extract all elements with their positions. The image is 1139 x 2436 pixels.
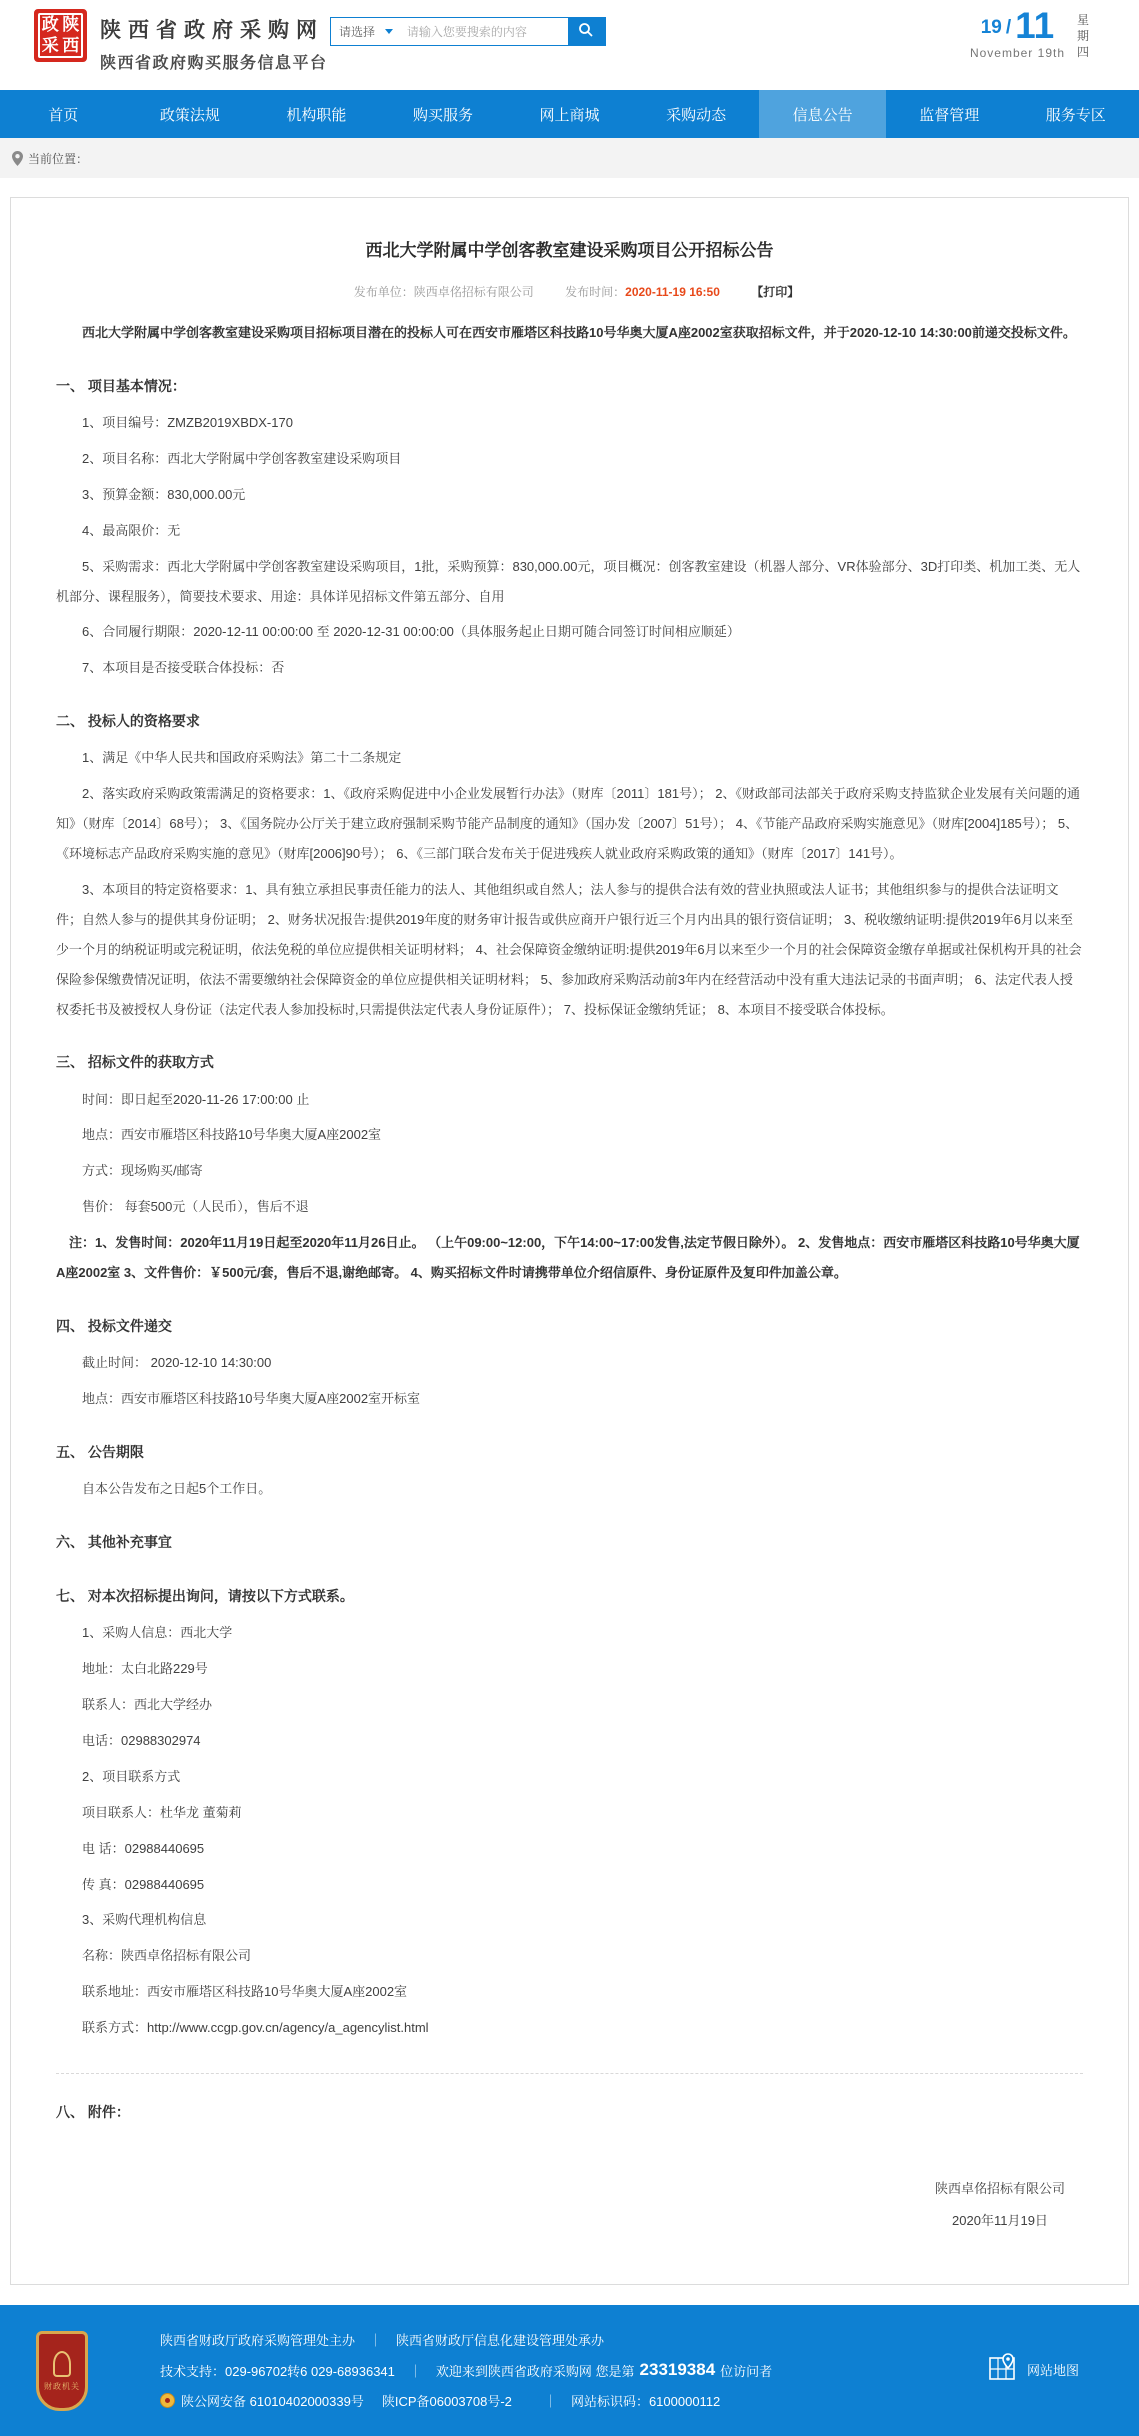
signature-company: 陕西卓佲招标有限公司	[935, 2176, 1065, 2202]
publisher-value: 陕西卓佲招标有限公司	[414, 285, 534, 299]
article-paragraph: 自本公告发布之日起5个工作日。	[56, 1474, 1083, 1504]
logo-char: 西	[61, 36, 82, 57]
date-day: 19	[981, 17, 1002, 44]
nav-item-2[interactable]: 政策法规	[127, 90, 254, 138]
sitemap-icon	[989, 2353, 1019, 2386]
article-paragraph: 名称：陕西卓佲招标有限公司	[56, 1941, 1083, 1971]
search-input[interactable]	[401, 18, 568, 45]
section-heading: 五、 公告期限	[56, 1436, 1083, 1468]
page-title: 西北大学附属中学创客教室建设采购项目公开招标公告	[56, 236, 1083, 261]
article-paragraph: 7、本项目是否接受联合体投标：否	[56, 653, 1083, 683]
publisher	[354, 285, 534, 299]
date-text	[970, 46, 1065, 60]
article-meta	[56, 283, 1083, 300]
article-paragraph: 2、落实政府采购政策需满足的资格要求：1、《政府采购促进中小企业发展暂行办法》（财库〔2011〕181号）； 2、《财政部司法部关于政府采购支持监狱企业发展有关问题的通知》（财库〔2014〕68号）； 3、《国务院办公厅关于建立政府强制采购节能产品制度的通知》（国办发〔2007〕51号）； 4、《节能产品政府采购实施意见》（财库[2004]185号）； 5、《环境标志产品政府采购实施的意见》（财库[2006]90号）； 6、《三部门联合发布关于促进残疾人就业政府采购政策的通知》（财库〔2017〕141号）。	[56, 779, 1083, 869]
logo-seal-icon	[38, 13, 83, 58]
publish-time	[565, 285, 720, 299]
section-heading: 二、 投标人的资格要求	[56, 705, 1083, 737]
date-day-ordinal: 19th	[1038, 46, 1065, 60]
site-names	[100, 14, 328, 73]
article-paragraph: 2、项目名称：西北大学附属中学创客教室建设采购项目	[56, 444, 1083, 474]
nav-item-3[interactable]: 机构职能	[253, 90, 380, 138]
search-category-select[interactable]	[331, 18, 401, 45]
logo-char: 政	[40, 15, 61, 36]
footer-separator: ｜	[369, 2330, 382, 2349]
search-select-label: 请选择	[339, 23, 375, 40]
date-separator: /	[1002, 17, 1015, 44]
date-widget	[970, 8, 1091, 60]
article-paragraph: 传 真：02988440695	[56, 1870, 1083, 1900]
section-heading: 八、 附件：	[56, 2096, 1083, 2128]
article-paragraph: 1、采购人信息：西北大学	[56, 1618, 1083, 1648]
footer-line-1	[160, 2330, 772, 2349]
article-paragraph: 项目联系人：杜华龙 董菊莉	[56, 1798, 1083, 1828]
article-paragraph: 联系地址：西安市雁塔区科技路10号华奥大厦A座2002室	[56, 1977, 1083, 2007]
footer-separator: ｜	[409, 2361, 422, 2380]
site-title: 陕西省政府采购网	[100, 14, 328, 44]
date-weekday: 星期四	[1077, 12, 1091, 60]
logo-char: 采	[40, 36, 61, 57]
signature-date: 2020年11月19日	[935, 2208, 1065, 2234]
article-paragraph: 联系方式：http://www.ccgp.gov.cn/agency/a_agencylist.html	[56, 2013, 1083, 2043]
date-numbers	[970, 8, 1065, 60]
signature-block	[56, 2176, 1083, 2234]
print-button[interactable]: 【打印】	[751, 285, 799, 299]
footer-separator: ｜	[544, 2391, 557, 2410]
nav-item-7[interactable]: 信息公告	[759, 90, 886, 138]
breadcrumb	[0, 138, 1139, 178]
article-paragraph: 1、满足《中华人民共和国政府采购法》第二十二条规定	[56, 743, 1083, 773]
publish-time-label: 发布时间：	[565, 285, 625, 299]
tech-support-label: 技术支持：	[160, 2361, 225, 2380]
article-paragraph: 6、合同履行期限：2020-12-11 00:00:00 至 2020-12-31 00:00:00（具体服务起止日期可随合同签订时间相应顺延）	[56, 617, 1083, 647]
nav-item-4[interactable]: 购买服务	[380, 90, 507, 138]
article-paragraph: 5、采购需求：西北大学附属中学创客教室建设采购项目，1批，采购预算：830,000.00元，项目概况：创客教室建设（机器人部分、VR体验部分、3D打印类、机加工类、无人机部分、课程服务），简要技术要求、用途：具体详见招标文件第五部分、自用	[56, 552, 1083, 612]
section-heading: 四、 投标文件递交	[56, 1310, 1083, 1342]
footer-line-3	[160, 2391, 772, 2410]
article-paragraph: 地点：西安市雁塔区科技路10号华奥大厦A座2002室开标室	[56, 1384, 1083, 1414]
article-paragraph: 方式：现场购买/邮寄	[56, 1156, 1083, 1186]
search-icon	[578, 22, 594, 41]
main-nav	[0, 90, 1139, 138]
article-body	[56, 318, 1083, 2128]
sitemap-label: 网站地图	[1027, 2360, 1079, 2379]
sitemap-link[interactable]	[989, 2353, 1079, 2386]
breadcrumb-label: 当前位置：	[28, 150, 88, 167]
article-paragraph: 地点：西安市雁塔区科技路10号华奥大厦A座2002室	[56, 1120, 1083, 1150]
publish-time-value: 2020-11-19 16:50	[625, 285, 720, 299]
date-month-number: 11	[1015, 8, 1054, 44]
tech-support-phones: 029-96702转6 029-68936341	[225, 2361, 395, 2380]
footer-line-2	[160, 2360, 772, 2380]
date-month-text: November	[970, 46, 1033, 60]
finance-emblem-icon	[36, 2331, 88, 2411]
search-button[interactable]	[568, 18, 605, 45]
visitor-count: 23319384	[640, 2360, 716, 2380]
visitor-suffix: 位访问者	[720, 2361, 772, 2380]
article-paragraph: 截止时间： 2020-12-10 14:30:00	[56, 1348, 1083, 1378]
article-paragraph: 西北大学附属中学创客教室建设采购项目招标项目潜在的投标人可在西安市雁塔区科技路10号华奥大厦A座2002室获取招标文件，并于2020-12-10 14:30:00前递交投标文件。	[56, 318, 1083, 348]
emblem-glyph	[53, 2351, 71, 2377]
publisher-label: 发布单位：	[354, 285, 414, 299]
site-footer	[0, 2305, 1139, 2436]
article-paragraph: 3、预算金额：830,000.00元	[56, 480, 1083, 510]
article-paragraph: 2、项目联系方式	[56, 1762, 1083, 1792]
announcement-card	[10, 197, 1129, 2285]
footer-info	[160, 2330, 772, 2421]
chevron-down-icon	[385, 29, 393, 34]
site-header	[0, 0, 1139, 90]
article-paragraph: 3、本项目的特定资格要求：1、具有独立承担民事责任能力的法人、其他组织或自然人；法人参与的提供合法有效的营业执照或法人证书；其他组织参与的提供合法证明文件；自然人参与的提供其身份证明； 2、财务状况报告:提供2019年度的财务审计报告或供应商开户银行近三个月内出具的银行资信证明； 3、税收缴纳证明:提供2019年6月以来至少一个月的纳税证明或完税证明，依法免税的单位应提供相关证明材料； 4、社会保障资金缴纳证明:提供2019年6月以来至少一个月的社会保障资金缴存单据或社保机构开具的社会保险参保缴费情况证明，依法不需要缴纳社会保障资金的单位应提供相关证明材料； 5、参加政府采购活动前3年内在经营活动中没有重大违法记录的书面声明； 6、法定代表人授权委托书及被授权人身份证（法定代表人参加投标时,只需提供法定代表人身份证原件）； 7、投标保证金缴纳凭证； 8、本项目不接受联合体投标。	[56, 875, 1083, 1024]
article-divider	[56, 2073, 1083, 2074]
article-paragraph: 4、最高限价：无	[56, 516, 1083, 546]
article-paragraph: 1、项目编号：ZMZB2019XBDX-170	[56, 408, 1083, 438]
article-paragraph: 电话：02988302974	[56, 1726, 1083, 1756]
police-record-number[interactable]: 陕公网安备 61010402000339号	[181, 2391, 364, 2410]
section-heading: 三、 招标文件的获取方式	[56, 1046, 1083, 1078]
police-badge-icon	[160, 2393, 175, 2408]
footer-host: 陕西省财政厅政府采购管理处主办	[160, 2330, 355, 2349]
article-paragraph: 售价： 每套500元（人民币），售后不退	[56, 1192, 1083, 1222]
article-paragraph: 地址：太白北路229号	[56, 1654, 1083, 1684]
icp-number[interactable]: 陕ICP备06003708号-2	[382, 2391, 512, 2410]
section-heading: 一、 项目基本情况：	[56, 370, 1083, 402]
article-paragraph: 注：1、发售时间：2020年11月19日起至2020年11月26日止。 （上午09:00~12:00，下午14:00~17:00发售,法定节假日除外）。 2、发售地点：西安市雁塔区科技路10号华奥大厦A座2002室 3、文件售价：￥500元/套，售后不退,谢绝邮寄。 4、购买招标文件时请携带单位介绍信原件、身份证原件及复印件加盖公章。	[56, 1228, 1083, 1288]
search-bar	[330, 17, 606, 46]
nav-item-9[interactable]: 服务专区	[1013, 90, 1139, 138]
nav-item-6[interactable]: 采购动态	[633, 90, 760, 138]
logo-char: 陕	[61, 15, 82, 36]
site-code: 网站标识码：6100000112	[571, 2391, 720, 2410]
location-pin-icon	[12, 151, 23, 166]
article-paragraph: 联系人：西北大学经办	[56, 1690, 1083, 1720]
article-paragraph: 电 话：02988440695	[56, 1834, 1083, 1864]
nav-item-5[interactable]: 网上商城	[506, 90, 633, 138]
welcome-text: 欢迎来到陕西省政府采购网 您是第	[436, 2361, 635, 2380]
section-heading: 七、 对本次招标提出询问，请按以下方式联系。	[56, 1580, 1083, 1612]
article-paragraph: 时间：即日起至2020-11-26 17:00:00 止	[56, 1085, 1083, 1115]
site-logo	[34, 9, 87, 62]
site-subtitle: 陕西省政府购买服务信息平台	[100, 50, 328, 73]
article-paragraph: 3、采购代理机构信息	[56, 1905, 1083, 1935]
section-heading: 六、 其他补充事宜	[56, 1526, 1083, 1558]
nav-item-1[interactable]: 首页	[0, 90, 127, 138]
footer-builder: 陕西省财政厅信息化建设管理处承办	[396, 2330, 604, 2349]
emblem-text: 财政机关	[44, 2381, 80, 2392]
nav-item-8[interactable]: 监督管理	[886, 90, 1013, 138]
